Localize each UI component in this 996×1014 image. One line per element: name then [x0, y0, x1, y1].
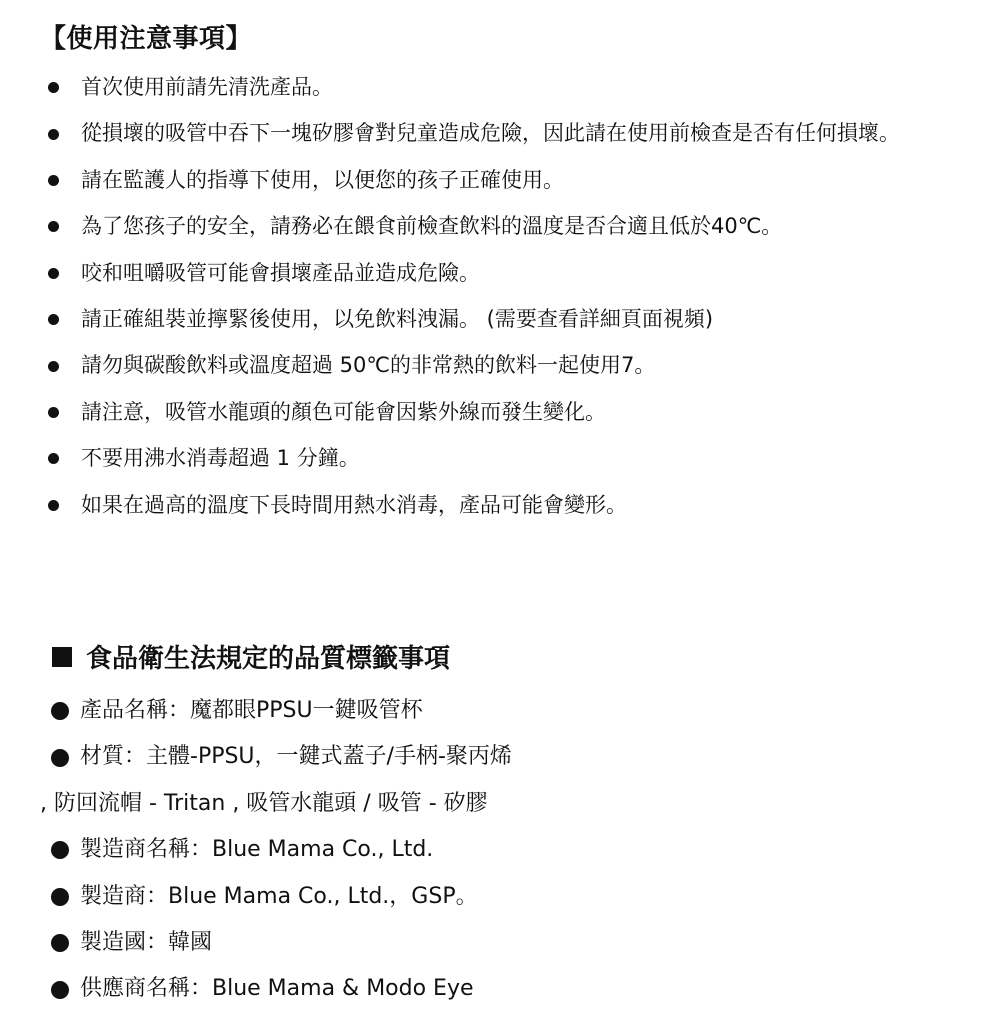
bullet-icon: [48, 500, 59, 511]
note-text: 請勿與碳酸飲料或溫度超過 50℃的非常熱的飲料一起使用7。: [81, 353, 656, 378]
product-name-text: 產品名稱：魔都眼PPSU一鍵吸管杯: [80, 698, 423, 723]
list-item: [0, 296, 996, 342]
bullet-icon: [48, 82, 59, 93]
quality-label-section-title: [52, 638, 450, 675]
bullet-icon: [51, 981, 69, 999]
list-item: [0, 157, 996, 203]
note-text: 如果在過高的溫度下長時間用熱水消毒，產品可能會變形。: [81, 492, 627, 517]
manufacturer-name-row: [0, 827, 996, 873]
list-item: [0, 203, 996, 249]
material-row: [0, 734, 996, 780]
usage-notes-title: 【使用注意事項】: [40, 24, 253, 54]
material-continuation-text: , 防回流帽 - Tritan , 吸管水龍頭 / 吸管 - 矽膠: [40, 790, 488, 816]
note-text: 從損壞的吸管中吞下一塊矽膠會對兒童造成危險，因此請在使用前檢查是否有任何損壞。: [81, 121, 900, 146]
bullet-icon: [48, 407, 59, 418]
material-continuation-row: [0, 781, 996, 827]
bullet-icon: [48, 453, 59, 464]
manufacturer-name-text: 製造商名稱：Blue Mama Co., Ltd.: [80, 837, 434, 863]
bullet-icon: [51, 702, 69, 720]
list-item: [0, 64, 996, 110]
country-text: 製造國：韓國: [80, 929, 213, 955]
country-row: [0, 920, 996, 966]
bullet-icon: [48, 221, 59, 232]
note-text: 不要用沸水消毒超過 1 分鐘。: [81, 446, 360, 471]
list-item: [0, 435, 996, 481]
supplier-text: 供應商名稱：Blue Mama & Modo Eye: [80, 976, 474, 1002]
material-text: 材質：主體-PPSU，一鍵式蓋子/手柄-聚丙烯: [80, 744, 512, 770]
list-item: [0, 250, 996, 296]
bullet-icon: [48, 268, 59, 279]
black-square-icon: [52, 647, 72, 667]
note-text: 首次使用前請先清洗產品。: [81, 75, 333, 99]
bullet-icon: [51, 888, 69, 906]
usage-notes-list: [0, 64, 996, 528]
note-text: 請正確組裝並擰緊後使用，以免飲料洩漏。 (需要查看詳細頁面視頻): [81, 306, 714, 331]
bullet-icon: [51, 841, 69, 859]
list-item: [0, 110, 996, 156]
note-text: 咬和咀嚼吸管可能會損壞產品並造成危險。: [81, 260, 480, 285]
note-text: 請在監護人的指導下使用，以便您的孩子正確使用。: [81, 167, 564, 192]
section-title-text: 食品衛生法規定的品質標籤事項: [86, 644, 451, 674]
manufacturer-text: 製造商：Blue Mama Co., Ltd.，GSP。: [80, 883, 478, 909]
quality-label-list: [0, 688, 996, 1013]
supplier-row: [0, 966, 996, 1012]
manufacturer-row: [0, 874, 996, 920]
note-text: 請注意，吸管水龍頭的顏色可能會因紫外線而發生變化。: [81, 399, 606, 424]
bullet-icon: [48, 361, 59, 372]
bullet-icon: [48, 175, 59, 186]
bullet-icon: [48, 129, 59, 140]
list-item: [0, 482, 996, 528]
bullet-icon: [51, 934, 69, 952]
list-item: [0, 389, 996, 435]
bullet-icon: [48, 314, 59, 325]
list-item: [0, 342, 996, 388]
note-text: 為了您孩子的安全，請務必在餵食前檢查飲料的溫度是否合適且低於40℃。: [81, 214, 783, 239]
bullet-icon: [51, 749, 69, 767]
product-name-row: [0, 688, 996, 734]
